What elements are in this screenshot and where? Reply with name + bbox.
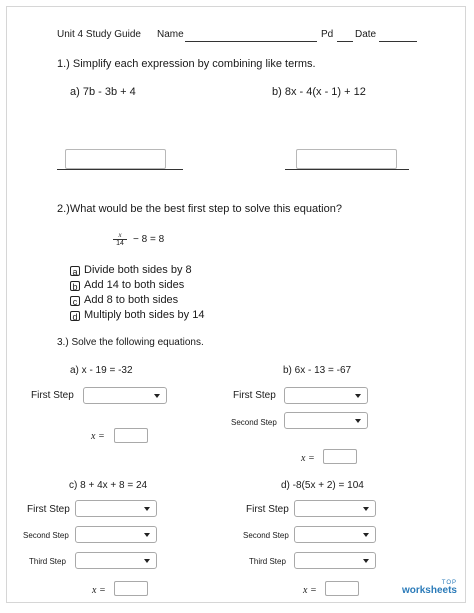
q3c-equation: c) 8 + 4x + 8 = 24 <box>69 480 148 491</box>
chevron-down-icon <box>363 559 369 563</box>
q3b-second-step-label: Second Step <box>231 418 277 427</box>
q3c-first-step-label: First Step <box>27 504 70 515</box>
q3d-first-step-label: First Step <box>246 504 289 515</box>
option-c-text[interactable]: Add 8 to both sides <box>84 294 179 306</box>
q3d-second-step-select[interactable] <box>294 526 376 543</box>
q3b-second-step-select[interactable] <box>284 412 368 429</box>
equation-rest: − 8 = 8 <box>133 234 165 245</box>
q3d-x-label: x = <box>303 585 317 596</box>
q3a-x-input[interactable] <box>114 428 148 443</box>
q1a-answer-line <box>57 169 183 170</box>
equation-denominator: 14 <box>116 240 124 247</box>
q3c-first-step-select[interactable] <box>75 500 157 517</box>
q3d-x-input[interactable] <box>325 581 359 596</box>
q3a-first-step-label: First Step <box>31 390 74 401</box>
chevron-down-icon <box>144 507 150 511</box>
topworksheets-logo <box>402 580 457 596</box>
option-b-text[interactable]: Add 14 to both sides <box>84 279 185 291</box>
worksheet-title: Unit 4 Study Guide <box>57 29 141 40</box>
option-a-text[interactable]: Divide both sides by 8 <box>84 264 192 276</box>
option-d-text[interactable]: Multiply both sides by 14 <box>84 309 205 321</box>
q3b-x-input[interactable] <box>323 449 357 464</box>
equation-numerator: x <box>118 231 122 239</box>
option-c-marker[interactable]: c <box>70 296 80 306</box>
q1-prompt: 1.) Simplify each expression by combining like terms. <box>57 58 316 70</box>
q3d-first-step-select[interactable] <box>294 500 376 517</box>
worksheet-page <box>6 6 466 603</box>
date-label: Date <box>355 29 377 40</box>
q3a-x-label: x = <box>91 431 105 442</box>
q3c-second-step-select[interactable] <box>75 526 157 543</box>
q3a-first-step-select[interactable] <box>83 387 167 404</box>
q1b-expression: b) 8x - 4(x - 1) + 12 <box>272 86 366 98</box>
q3-prompt: 3.) Solve the following equations. <box>57 337 204 348</box>
q3c-third-step-label: Third Step <box>29 557 66 566</box>
brand-top: TOP <box>441 580 457 586</box>
brand-name: worksheets <box>401 585 457 596</box>
chevron-down-icon <box>144 559 150 563</box>
q3c-x-label: x = <box>92 585 106 596</box>
chevron-down-icon <box>355 394 361 398</box>
q3d-third-step-label: Third Step <box>249 557 286 566</box>
q3d-equation: d) -8(5x + 2) = 104 <box>281 480 364 491</box>
q3c-x-input[interactable] <box>114 581 148 596</box>
chevron-down-icon <box>144 533 150 537</box>
q3d-second-step-label: Second Step <box>243 531 289 540</box>
q3c-second-step-label: Second Step <box>23 531 69 540</box>
q3b-first-step-select[interactable] <box>284 387 368 404</box>
pd-label: Pd <box>321 29 334 40</box>
chevron-down-icon <box>355 419 361 423</box>
q2-prompt: 2.)What would be the best first step to solve this equation? <box>57 203 342 215</box>
chevron-down-icon <box>363 533 369 537</box>
q1a-answer-box[interactable] <box>65 149 166 169</box>
q3b-x-label: x = <box>301 453 315 464</box>
q3d-third-step-select[interactable] <box>294 552 376 569</box>
chevron-down-icon <box>154 394 160 398</box>
pd-line[interactable] <box>337 41 353 42</box>
q3b-first-step-label: First Step <box>233 390 276 401</box>
option-d-marker[interactable]: d <box>70 311 80 321</box>
chevron-down-icon <box>363 507 369 511</box>
date-line[interactable] <box>379 41 417 42</box>
q1b-answer-box[interactable] <box>296 149 397 169</box>
name-line[interactable] <box>185 41 317 42</box>
q3c-third-step-select[interactable] <box>75 552 157 569</box>
option-a-marker[interactable]: a <box>70 266 80 276</box>
q1a-expression: a) 7b - 3b + 4 <box>70 86 136 98</box>
q3a-equation: a) x - 19 = -32 <box>70 365 133 376</box>
q1b-answer-line <box>285 169 409 170</box>
option-b-marker[interactable]: b <box>70 281 80 291</box>
name-label: Name <box>157 29 184 40</box>
q3b-equation: b) 6x - 13 = -67 <box>283 365 352 376</box>
